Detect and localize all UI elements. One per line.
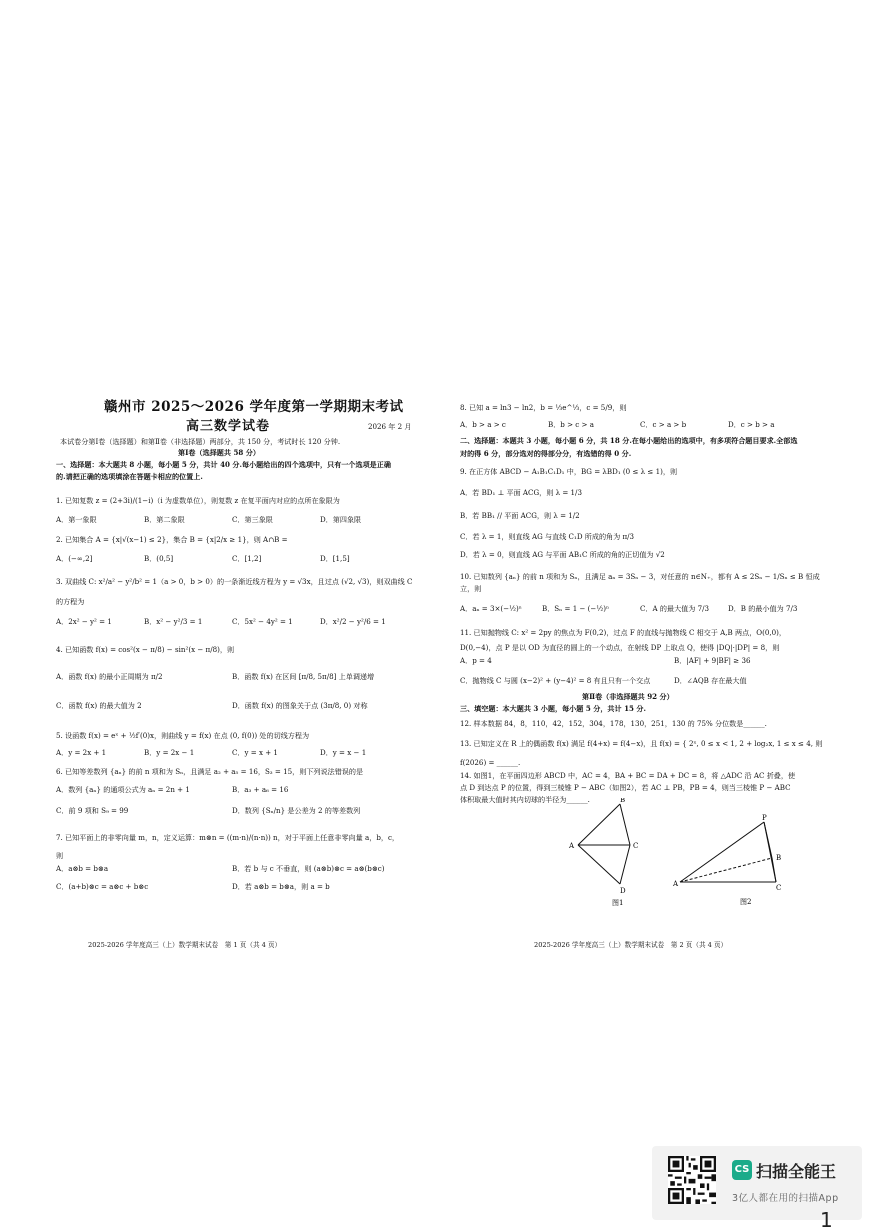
exam-intro: 本试卷分第Ⅰ卷（选择题）和第Ⅱ卷（非选择题）两部分，共 150 分，考试时长 120 分钟. [60, 437, 341, 446]
question-3: 3. 双曲线 C: x²/a² − y²/b² = 1（a > 0，b > 0）的一条渐近线方程为 y = √3x，且过点 (√2, √3)，则双曲线 C [56, 577, 413, 586]
option-a: A．2x² − y² = 1 [56, 617, 112, 626]
section2-heading: 二、选择题：本题共 3 小题，每小题 6 分，共 18 分.在每小题给出的选项中，有多项符合题目要求.全部选 [460, 436, 798, 445]
option-d: D．c > b > a [728, 420, 775, 429]
section3-heading: 三、填空题：本大题共 3 小题，每小题 5 分，共计 15 分. [460, 704, 646, 713]
question-10-option-c: C．A 的最大值为 7/3 [640, 604, 710, 613]
option-b: B．第二象限 [144, 515, 185, 524]
question-6-option-c: C．前 9 项和 S₉ = 99 [56, 806, 129, 815]
qr-code-icon [668, 1156, 716, 1204]
question-2: 2. 已知集合 A = {x|√(x−1) ≤ 2}，集合 B = {x|2/x ≥ 1}，则 A∩B = [56, 535, 288, 544]
question-10: 10. 已知数列 {aₙ} 的前 n 项和为 Sₙ，且满足 aₙ = 3Sₙ − 3，对任意的 n∈N₊，都有 A ≤ 2Sₙ − 1/Sₙ ≤ B 恒成 [460, 572, 820, 581]
fig2-label-p: P [762, 814, 767, 822]
question-6-option-d: D．数列 {Sₙ/n} 是公差为 2 的等差数列 [232, 806, 361, 815]
section1-heading: 一、选择题：本大题共 8 小题，每小题 5 分，共计 40 分.每小题给出的四个选项中，只有一个选项是正确 [56, 460, 391, 469]
brand-name: 扫描全能王 [756, 1162, 837, 1181]
question-9: 9. 在正方体 ABCD − A₁B₁C₁D₁ 中，BG = λBD₁ (0 ≤ λ ≤ 1)，则 [460, 467, 678, 476]
option-a: A．第一象限 [56, 515, 97, 524]
question-9-option-d: D．若 λ = 0，则直线 AG 与平面 AB₁C 所成的角的正切值为 √2 [460, 550, 665, 559]
question-13: 13. 已知定义在 R 上的偶函数 f(x) 满足 f(4+x) = f(4−x)，且 f(x) = { 2ˣ, 0 ≤ x < 1, 2 + log₂x, 1 ≤ x ≤ 4, 则 [460, 739, 823, 748]
question-7-option-a: A．a⊗b = b⊗a [56, 864, 109, 873]
fig1-label-b: B [620, 798, 626, 804]
fig1-label-d: D [620, 887, 626, 895]
question-11-cont: D(0,−4)，点 P 是以 OD 为直径的圆上的一个动点，在射线 DP 上取点 Q，使得 |DQ|·|DP| = 8，则 [460, 643, 780, 652]
question-11: 11. 已知抛物线 C: x² = 2py 的焦点为 F(0,2)，过点 F 的直线与抛物线 C 相交于 A,B 两点，O(0,0)， [460, 628, 787, 637]
figure-1 [566, 798, 656, 908]
question-3-cont: 的方程为 [56, 597, 85, 606]
question-6: 6. 已知等差数列 {aₙ} 的前 n 项和为 Sₙ，且满足 a₂ + a₅ = 16，S₃ = 15，则下列说法错误的是 [56, 767, 364, 776]
fig2-label-a: A [673, 880, 679, 888]
option-b: B．x² − y²/3 = 1 [144, 617, 203, 626]
question-8: 8. 已知 a = ln3 − ln2，b = ⅓e^⅓，c = 5/9，则 [460, 403, 627, 412]
option-a: A．(−∞,2] [56, 554, 93, 563]
question-4-option-b: B．函数 f(x) 在区间 [π/8, 5π/8] 上单调递增 [232, 672, 375, 681]
option-d: D．第四象限 [320, 515, 362, 524]
question-12: 12. 样本数据 84，8，110，42，152，304，178，130，251，130 的 75% 分位数是______. [460, 719, 767, 728]
question-7-cont: 则 [56, 851, 64, 860]
exam-title: 赣州市 2025～2026 学年度第一学期期末考试 [104, 399, 404, 415]
fig1-label-a: A [569, 842, 575, 850]
question-7: 7. 已知平面上的非零向量 m，n，定义运算：m⊗n = ((m·n)/(n·n)) n，对于平面上任意非零向量 a，b，c， [56, 833, 400, 842]
question-5: 5. 设函数 f(x) = eˣ + ½f′(0)x，则曲线 y = f(x) 在点 (0, f(0)) 处的切线方程为 [56, 731, 310, 740]
question-14-cont2: 体积取最大值时其内切球的半径为______. [460, 795, 590, 804]
option-a: A．y = 2x + 1 [56, 748, 107, 757]
exam-subtitle: 高三数学试卷 [186, 419, 271, 434]
option-c: C．第三象限 [232, 515, 273, 524]
option-b: B．b > c > a [548, 420, 594, 429]
part2-heading: 第Ⅱ卷（非选择题共 92 分） [582, 692, 674, 701]
question-11-option-b: B．|AF| + 9|BF| ≥ 36 [674, 656, 751, 665]
question-7-option-b: B．若 b 与 c 不垂直，则 (a⊗b)⊗c = a⊗(b⊗c) [232, 864, 385, 873]
question-4: 4. 已知函数 f(x) = cos²(x − π/8) − sin²(x − π/8)，则 [56, 645, 235, 654]
option-d: D．[1,5] [320, 554, 350, 563]
question-10-option-a: A．aₙ = 3×(−½)ⁿ [460, 604, 522, 613]
figure-2 [672, 814, 792, 908]
question-7-option-c: C．(a+b)⊗c = a⊗c + b⊗c [56, 882, 149, 891]
question-14: 14. 如图1，在平面四边形 ABCD 中，AC = 4，BA + BC = DA + DC = 8，将 △ADC 沿 AC 折叠，使 [460, 771, 796, 780]
option-d: D．y = x − 1 [320, 748, 367, 757]
question-6-option-a: A．数列 {aₙ} 的通项公式为 aₙ = 2n + 1 [56, 785, 190, 794]
option-a: A．b > a > c [460, 420, 506, 429]
question-1: 1. 已知复数 z = (2+3i)/(1−i)（i 为虚数单位），则复数 z 在复平面内对应的点所在象限为 [56, 496, 340, 505]
camscanner-logo-icon: CS [732, 1160, 752, 1180]
question-9-option-c: C．若 λ = 1，则直线 AG 与直线 C₁D 所成的角为 π/3 [460, 532, 635, 541]
fig2-label-b: B [776, 854, 782, 862]
fig1-label-c: C [633, 842, 639, 850]
right-footer: 2025-2026 学年度高三（上）数学期末试卷 第 2 页（共 4 页） [534, 941, 728, 949]
question-11-option-d: D．∠AQB 存在最大值 [674, 676, 747, 685]
question-11-option-c: C．抛物线 C 与圆 (x−2)² + (y−4)² = 8 有且只有一个交点 [460, 676, 651, 685]
question-9-option-b: B．若 BB₁ // 平面 ACG，则 λ = 1/2 [460, 511, 580, 520]
question-4-option-c: C．函数 f(x) 的最大值为 2 [56, 701, 142, 710]
question-4-option-a: A．函数 f(x) 的最小正周期为 π/2 [56, 672, 163, 681]
question-14-cont: 点 D 到达点 P 的位置，得到三棱锥 P − ABC（如图2），若 AC ⊥ PB，PB = 4，则当三棱锥 P − ABC [460, 783, 791, 792]
option-c: C．c > a > b [640, 420, 687, 429]
section2-heading-cont: 对的得 6 分，部分选对的得部分分，有选错的得 0 分. [460, 449, 632, 458]
section1-heading-cont: 的.请把正确的选项填涂在答题卡相应的位置上. [56, 472, 203, 481]
option-b: B．(0,5] [144, 554, 174, 563]
question-10-option-d: D．B 的最小值为 7/3 [728, 604, 798, 613]
option-b: B．y = 2x − 1 [144, 748, 195, 757]
question-11-option-a: A．p = 4 [460, 656, 492, 665]
page-number: 1 [820, 1208, 833, 1232]
fig2-label-c: C [776, 884, 782, 892]
question-9-option-a: A．若 BD₁ ⊥ 平面 ACG，则 λ = 1/3 [460, 488, 582, 497]
option-c: C．y = x + 1 [232, 748, 278, 757]
brand-tagline: 3亿人都在用的扫描App [732, 1193, 839, 1204]
option-d: D．x²/2 − y²/6 = 1 [320, 617, 386, 626]
option-c: C．5x² − 4y² = 1 [232, 617, 293, 626]
left-footer: 2025-2026 学年度高三（上）数学期末试卷 第 1 页（共 4 页） [88, 941, 282, 949]
option-c: C．[1,2] [232, 554, 262, 563]
question-6-option-b: B．a₃ + a₆ = 16 [232, 785, 289, 794]
question-13-cont: f(2026) = ______. [460, 758, 521, 767]
question-4-option-d: D．函数 f(x) 的图象关于点 (3π/8, 0) 对称 [232, 701, 368, 710]
question-10-option-b: B．Sₙ = 1 − (−½)ⁿ [542, 604, 610, 613]
exam-date: 2026 年 2 月 [368, 422, 412, 431]
part1-heading: 第Ⅰ卷（选择题共 58 分） [178, 448, 260, 457]
question-7-option-d: D．若 a⊗b = b⊗a，则 a = b [232, 882, 330, 891]
question-10-cont: 立，则 [460, 584, 482, 593]
fig2-caption: 图2 [740, 898, 752, 906]
fig1-caption: 图1 [612, 899, 624, 907]
